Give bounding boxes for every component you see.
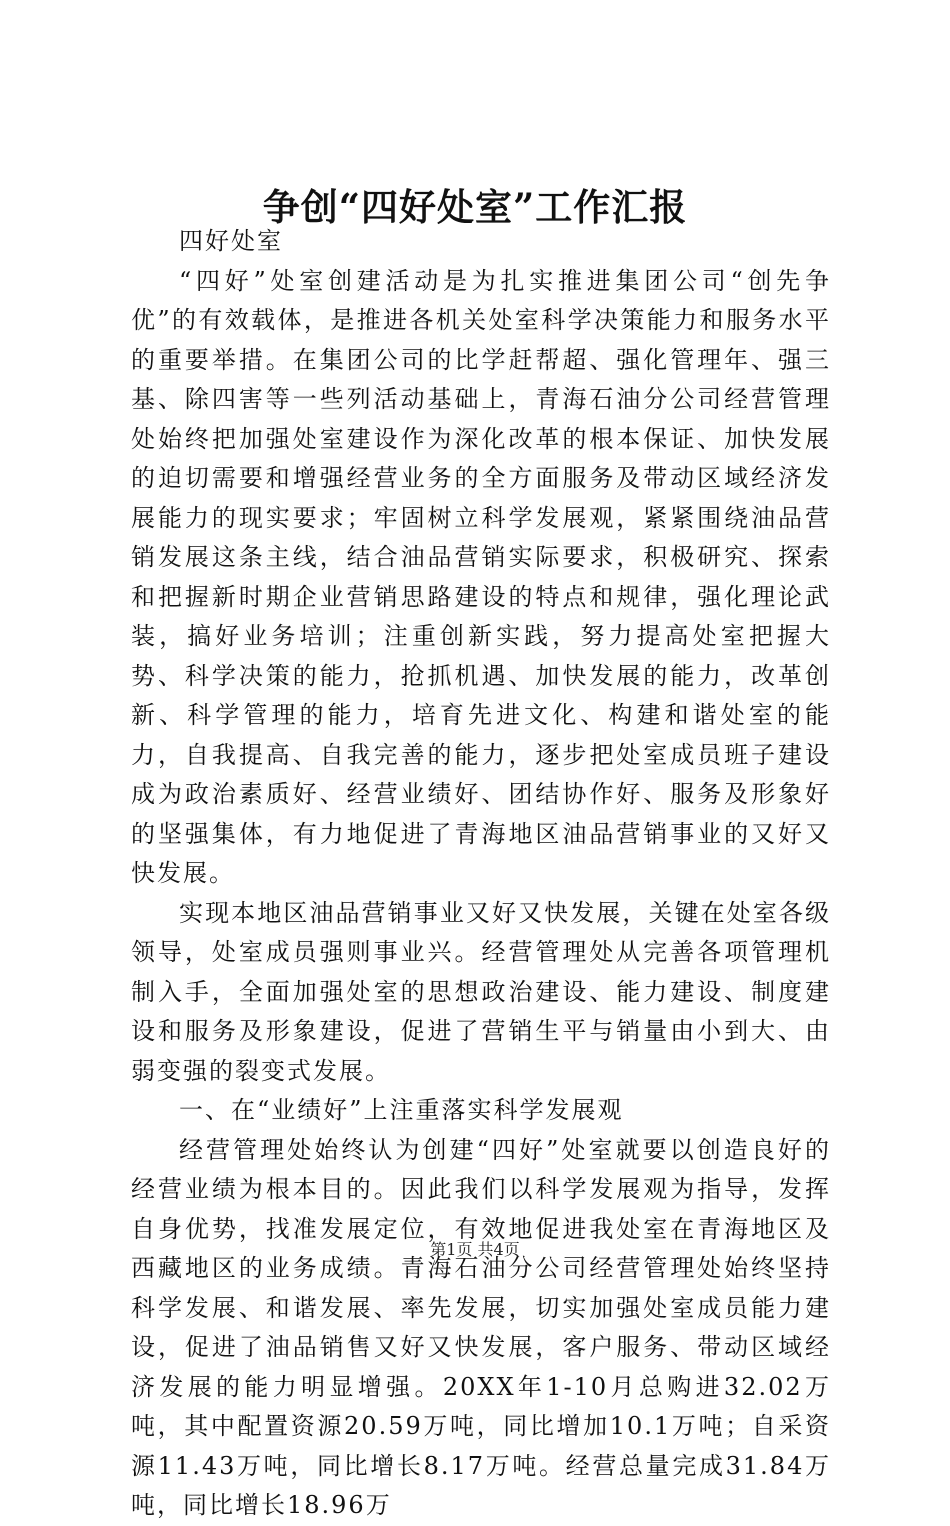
page-number-footer: 第1页 共4页 (430, 1240, 520, 1259)
paragraph-performance: 经营管理处始终认为创建“四好”处室就要以创造良好的经营业绩为根本目的。因此我们以科学发展观为指导，发挥自身优势，找准发展定位，有效地促进我处室在青海地区及西藏地区的业务成绩。青海石油分公司经营管理处始终坚持科学发展、和谐发展、率先发展，切实加强处室成员能力建设，促进了油品销售又好又快发展，客户服务、带动区域经济发展的能力明显增强。20XX年1-10月总购进32.02万吨，其中配置资源20.59万吨，同比增加10.1万吨；自采资源11.43万吨，同比增长8.17万吨。经营总量完成31.84万吨，同比增长18.96万 (131, 1135, 831, 1519)
document-body (131, 222, 831, 1526)
document-title: 争创“四好处室”工作汇报 (262, 185, 688, 229)
paragraph-intro: “四好”处室创建活动是为扎实推进集团公司“创先争优”的有效载体，是推进各机关处室科学决策能力和服务水平的重要举措。在集团公司的比学赶帮超、强化管理年、强三基、除四害等一些列活动基础上，青海石油分公司经营管理处始终把加强处室建设作为深化改革的根本保证、加快发展的迫切需要和增强经营业务的全方面服务及带动区域经济发展能力的现实要求；牢固树立科学发展观，紧紧围绕油品营销发展这条主线，结合油品营销实际要求，积极研究、探索和把握新时期企业营销思路建设的特点和规律，强化理论武装，搞好业务培训；注重创新实践，努力提高处室把握大势、科学决策的能力，抢抓机遇、加快发展的能力，改革创新、科学管理的能力，培育先进文化、构建和谐处室的能力，自我提高、自我完善的能力，逐步把处室成员班子建设成为政治素质好、经营业绩好、团结协作好、服务及形象好的坚强集体，有力地促进了青海地区油品营销事业的又好又快发展。 (131, 266, 831, 887)
paragraph-development: 实现本地区油品营销事业又好又快发展，关键在处室各级领导，处室成员强则事业兴。经营管理处从完善各项管理机制入手，全面加强处室的思想政治建设、能力建设、制度建设和服务及形象建设，促进了营销生平与销量由小到大、由弱变强的裂变式发展。 (131, 898, 831, 1085)
section-heading-performance: 一、在“业绩好”上注重落实科学发展观 (179, 1096, 624, 1124)
section-label: 四好处室 (179, 227, 283, 255)
